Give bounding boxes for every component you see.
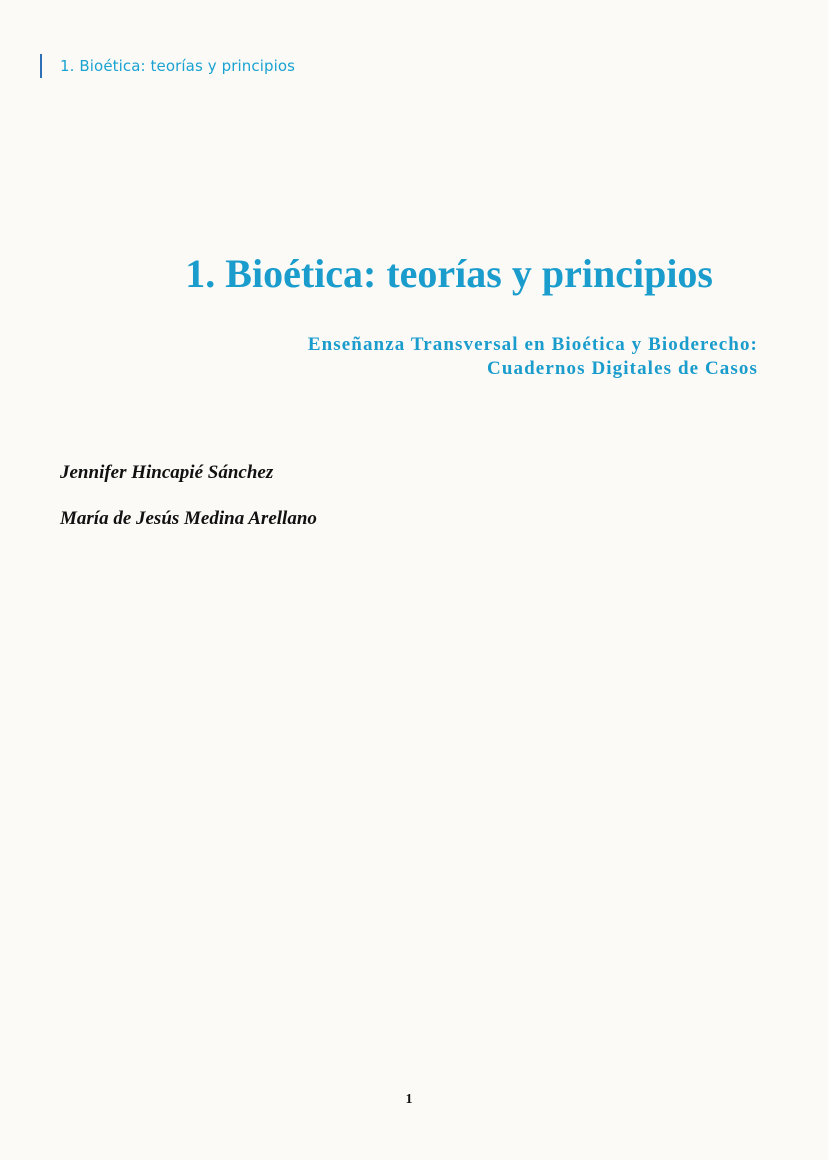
header-divider-bar <box>40 54 42 78</box>
author-name: Jennifer Hincapié Sánchez <box>60 462 274 483</box>
page-number: 1 <box>405 1092 413 1107</box>
running-header <box>40 54 295 78</box>
author-name: María de Jesús Medina Arellano <box>60 508 317 529</box>
subtitle-line-1: Enseñanza Transversal en Bioética y Bioderecho: <box>307 334 758 355</box>
running-header-title: 1. Bioética: teorías y principios <box>60 57 296 75</box>
document-subtitle <box>0 333 758 381</box>
subtitle-line-2: Cuadernos Digitales de Casos <box>487 358 758 379</box>
document-title: 1. Bioética: teorías y principios <box>185 251 713 296</box>
